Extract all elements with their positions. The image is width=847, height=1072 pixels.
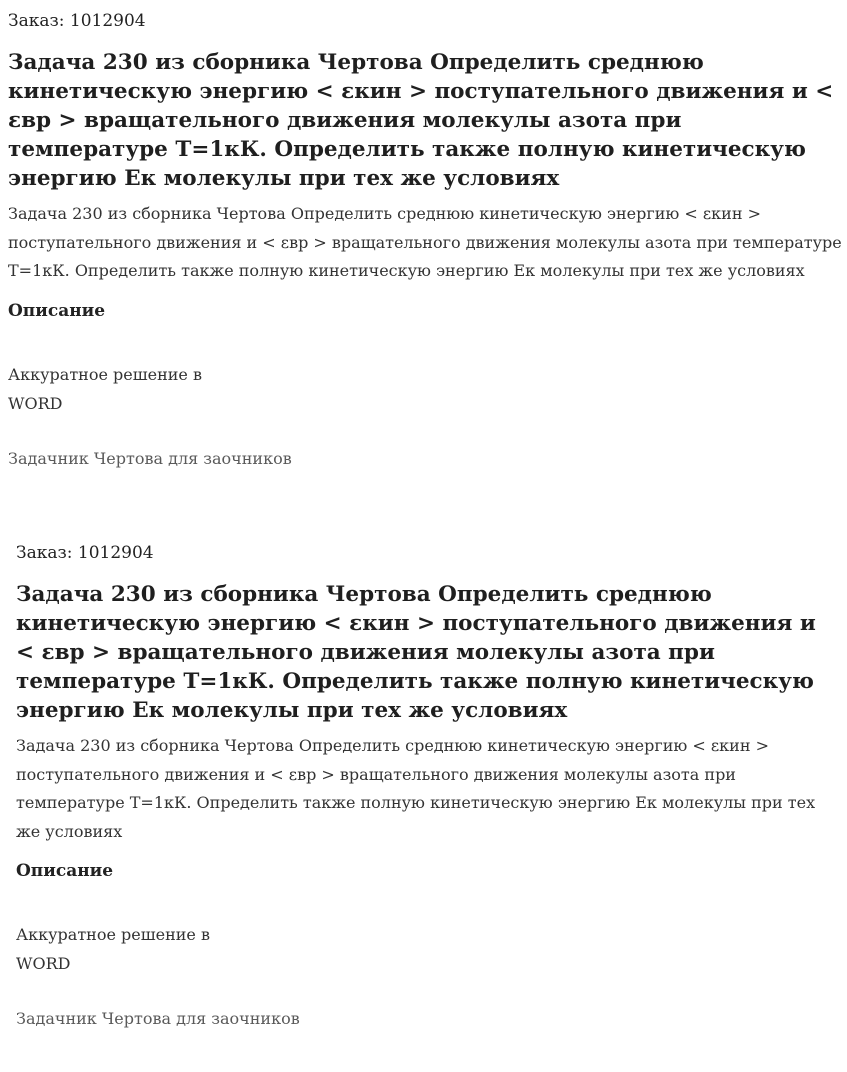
order-number: Заказ: 1012904 (16, 543, 154, 563)
task-text: Задача 230 из сборника Чертова Определить среднюю кинетическую энергию < εкин > поступательного движения и < εвр > вращательного движения молекулы азота при температуре T=1кК. Определить также полную кинетическую энергию Eк молекулы при тех же условиях (8, 204, 842, 280)
order-block-2 (16, 540, 836, 1032)
description-line-2: WORD (16, 954, 71, 973)
description-line-2: WORD (8, 393, 63, 413)
order-number: Заказ: 1012904 (8, 11, 146, 31)
task-text: Задача 230 из сборника Чертова Определить среднюю кинетическую энергию < εкин > поступательного движения и < εвр > вращательного движения молекулы азота при температуре T=1кК. Определить также полную кинетическую энергию Eк молекулы при тех же условиях (16, 736, 816, 841)
order-block-1 (8, 8, 843, 472)
book-link[interactable]: Задачник Чертова для заочников (16, 1009, 300, 1028)
task-title: Задача 230 из сборника Чертова Определить среднюю кинетическую энергию < εкин > поступательного движения и < εвр > вращательного движения молекулы азота при температуре T=1кК. Определить также полную кинетическую энергию Eк молекулы при тех же условиях (16, 582, 816, 723)
description-text (8, 360, 843, 418)
description-line-1: Аккуратное решение в (8, 364, 202, 384)
task-title: Задача 230 из сборника Чертова Определить среднюю кинетическую энергию < εкин > поступательного движения и < εвр > вращательного движения молекулы азота при температуре T=1кК. Определить также полную кинетическую энергию Eк молекулы при тех же условиях (8, 50, 834, 191)
description-text (16, 920, 836, 978)
book-link[interactable]: Задачник Чертова для заочников (8, 448, 292, 468)
description-heading: Описание (8, 300, 106, 321)
description-heading: Описание (16, 861, 114, 881)
description-line-1: Аккуратное решение в (16, 925, 210, 944)
